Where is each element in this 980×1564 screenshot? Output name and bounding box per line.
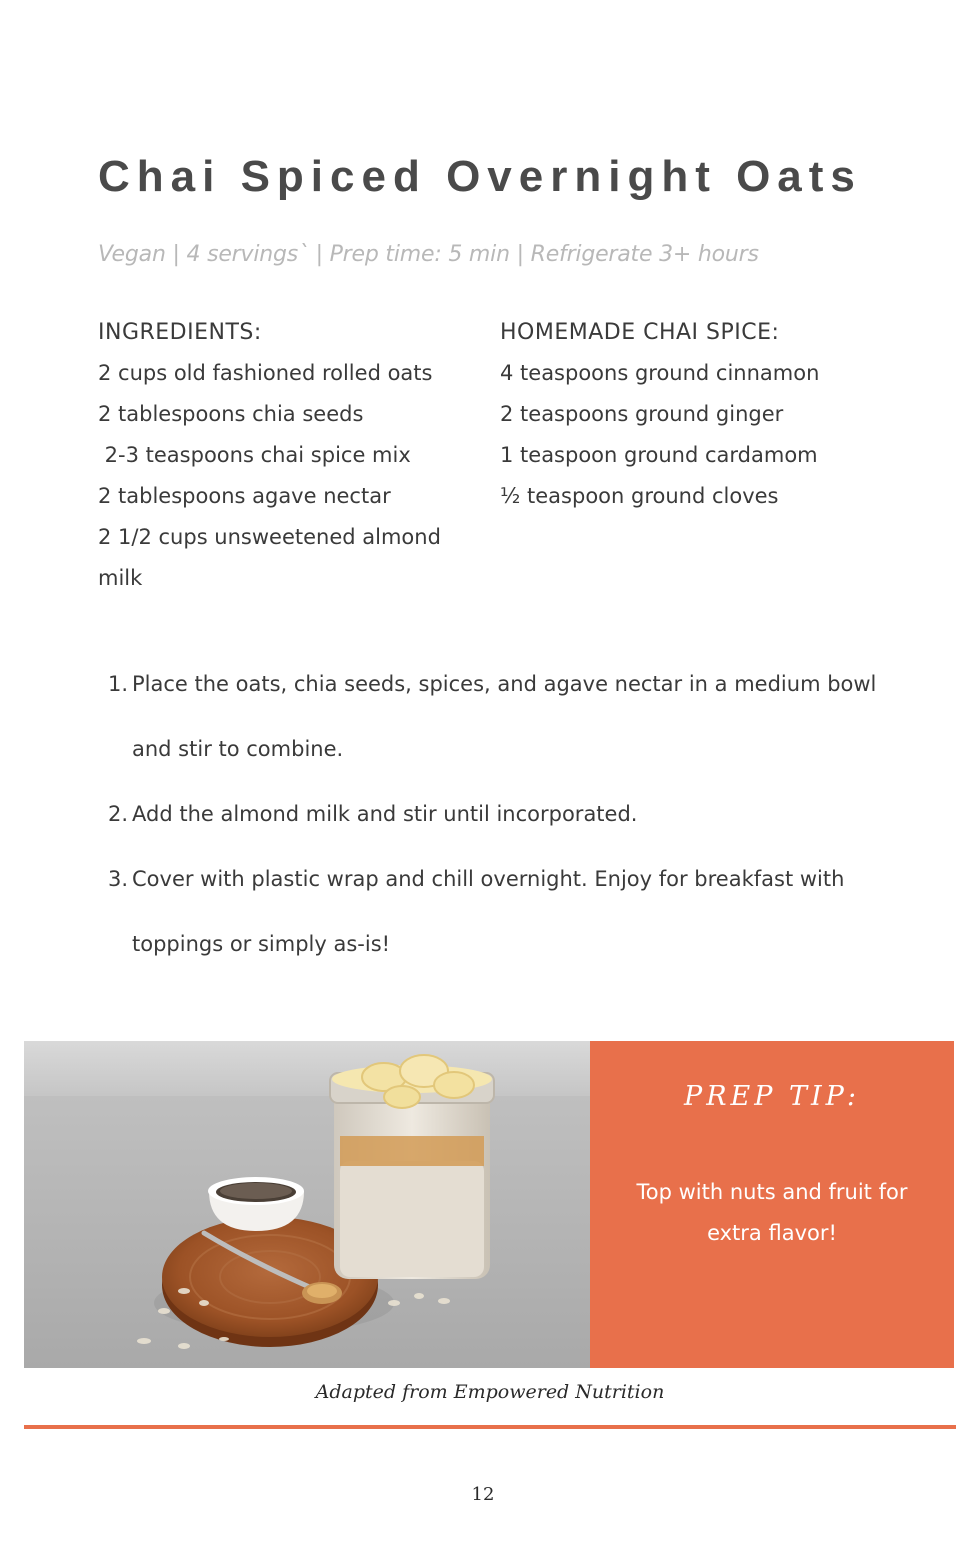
source-credit: Adapted from Empowered Nutrition [315, 1381, 665, 1403]
recipe-subtitle: Vegan | 4 servings` | Prep time: 5 min | Refrigerate 3+ hours [98, 242, 759, 267]
accent-divider [24, 1425, 956, 1429]
ingredient-item: 2 tablespoons agave nectar [98, 484, 391, 508]
chai-spice-section [500, 312, 900, 517]
spice-item: 4 teaspoons ground cinnamon [500, 361, 820, 385]
spice-item: ½ teaspoon ground cloves [500, 484, 779, 508]
recipe-title: Chai Spiced Overnight Oats [98, 152, 862, 201]
prep-tip-box [590, 1041, 954, 1368]
ingredients-section [98, 312, 450, 599]
step-number: 1. [108, 672, 129, 696]
overnight-oats-photo [24, 1041, 590, 1368]
ingredients-list [98, 353, 450, 599]
step-text: Cover with plastic wrap and chill overnight. Enjoy for breakfast with toppings or simply as-is! [132, 867, 845, 956]
oats-jar-illustration [24, 1041, 590, 1368]
ingredient-item: 2 1/2 cups unsweetened almond milk [98, 525, 441, 590]
ingredient-item: 2 tablespoons chia seeds [98, 402, 364, 426]
instructions-list [98, 652, 888, 977]
prep-tip-text: Top with nuts and fruit for extra flavor! [636, 1180, 908, 1245]
step-number: 3. [108, 867, 129, 891]
spice-item: 1 teaspoon ground cardamom [500, 443, 818, 467]
instruction-step [98, 782, 888, 847]
step-number: 2. [108, 802, 129, 826]
step-text: Add the almond milk and stir until incorporated. [132, 802, 638, 826]
spice-item: 2 teaspoons ground ginger [500, 402, 784, 426]
instruction-step [98, 652, 888, 782]
photo-tip-banner [24, 1041, 954, 1368]
chai-spice-heading: HOMEMADE CHAI SPICE: [500, 320, 780, 345]
chai-spice-list [500, 353, 900, 517]
prep-tip-title: PREP TIP: [684, 1081, 860, 1112]
ingredient-item: 2 cups old fashioned rolled oats [98, 361, 433, 385]
page-number: 12 [471, 1484, 495, 1505]
ingredient-item: 2-3 teaspoons chai spice mix [98, 443, 411, 467]
ingredients-heading: INGREDIENTS: [98, 320, 262, 345]
instruction-step [98, 847, 888, 977]
step-text: Place the oats, chia seeds, spices, and agave nectar in a medium bowl and stir to combine. [132, 672, 877, 761]
